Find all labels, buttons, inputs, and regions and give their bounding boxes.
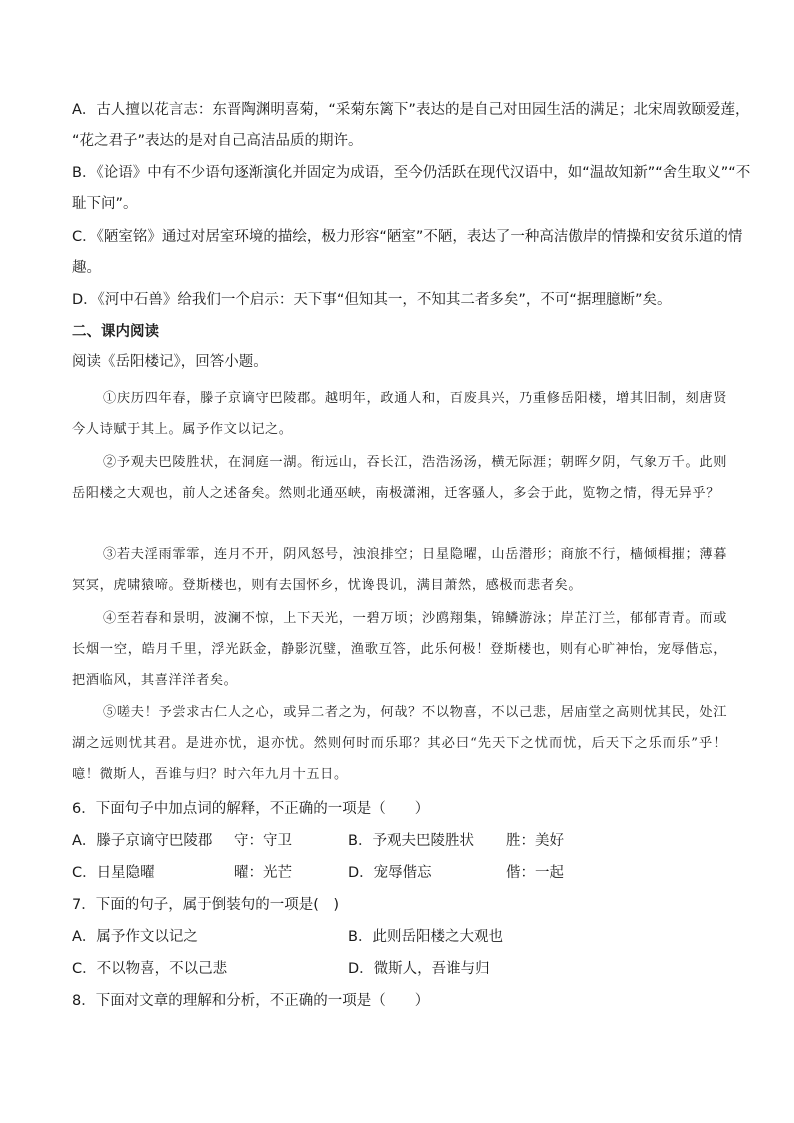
option-c-line2: 趣。 [72, 260, 101, 276]
passage-paragraph-5: ⑤嗟夫！予尝求古仁人之心，或异二者之为，何哉？不以物喜，不以己悲，居庙堂之高则忧其民，处江湖之远则忧其君。是进亦忧，退亦忧。然则何时而乐耶？其必曰“先天下之忧而忧，后天下之乐而乐”乎！噫！微斯人，吾谁与归？时六年九月十五日。 [72, 705, 727, 782]
option-b-line1: B．《论语》中有不少语句逐渐演化并固定为成语，至今仍活跃在现代汉语中，如“温故知新”“舍生取义”“不 [72, 165, 751, 181]
q6-option-c: C．日星隐曜 [72, 865, 155, 881]
q7-option-b: B．此则岳阳楼之大观也 [348, 929, 503, 945]
q6-option-a: A．滕子京谪守巴陵郡 [72, 833, 213, 849]
q6-option-d: D．宠辱偕忘 [348, 865, 432, 881]
q6-option-d-gloss: 偕：一起 [506, 865, 564, 881]
q6-option-c-gloss: 曜：光芒 [234, 865, 292, 881]
question-6-row-2 [72, 863, 732, 883]
q6-option-b: B．予观夫巴陵胜状 [348, 833, 474, 849]
section-title: 二、课内阅读 [72, 324, 159, 340]
option-a-line2: “花之君子”表达的是对自己高洁品质的期许。 [72, 133, 363, 149]
passage-paragraph-3: ③若夫淫雨霏霏，连月不开，阴风怒号，浊浪排空；日星隐曜，山岳潜形；商旅不行，樯倾楫摧；薄暮冥冥，虎啸猿啼。登斯楼也，则有去国怀乡，忧谗畏讥，满目萧然，感极而悲者矣。 [72, 547, 727, 593]
question-7-stem: 7．下面的句子，属于倒装句的一项是( ) [72, 897, 340, 913]
q7-option-a: A．属予作文以记之 [72, 929, 198, 945]
passage-paragraph-1: ①庆历四年春，滕子京谪守巴陵郡。越明年，政通人和，百废具兴，乃重修岳阳楼，增其旧制，刻唐贤今人诗赋于其上。属予作文以记之。 [72, 391, 727, 437]
option-b-line2: 耻下问”。 [72, 196, 138, 212]
q7-option-d: D．微斯人，吾谁与归 [348, 961, 490, 977]
q7-option-c: C．不以物喜，不以己悲 [72, 961, 228, 977]
question-7-row-1 [72, 927, 732, 947]
question-6-stem: 6．下面句子中加点词的解释，不正确的一项是（ ） [72, 801, 430, 817]
option-a-line1: A．古人擅以花言志：东晋陶渊明喜菊，“采菊东篱下”表达的是自己对田园生活的满足；北宋周敦颐爱莲， [72, 102, 750, 118]
passage-paragraph-2: ②予观夫巴陵胜状，在洞庭一湖。衔远山，吞长江，浩浩汤汤，横无际涯；朝晖夕阴，气象万千。此则岳阳楼之大观也，前人之述备矣。然则北通巫峡，南极潇湘，迁客骚人，多会于此，览物之情，得无异乎？ [72, 455, 727, 501]
option-d-line1: D．《河中石兽》给我们一个启示：天下事“但知其一，不知其二者多矣”，不可“据理臆断”矣。 [72, 292, 672, 308]
reading-instruction: 阅读《岳阳楼记》，回答小题。 [72, 354, 268, 370]
q6-option-a-gloss: 守：守卫 [234, 833, 292, 849]
option-c-line1: C．《陋室铭》通过对居室环境的描绘，极力形容“陋室”不陋，表达了一种高洁傲岸的情操和安贫乐道的情 [72, 229, 743, 245]
q6-option-b-gloss: 胜：美好 [506, 833, 564, 849]
question-6-row-1 [72, 831, 732, 851]
question-7-row-2 [72, 959, 732, 979]
passage-paragraph-4: ④至若春和景明，波澜不惊，上下天光，一碧万顷；沙鸥翔集，锦鳞游泳；岸芷汀兰，郁郁青青。而或长烟一空，皓月千里，浮光跃金，静影沉璧，渔歌互答，此乐何极！登斯楼也，则有心旷神怡，宠辱偕忘，把酒临风，其喜洋洋者矣。 [72, 611, 727, 688]
question-8-stem: 8．下面对文章的理解和分析，不正确的一项是（ ） [72, 993, 430, 1009]
